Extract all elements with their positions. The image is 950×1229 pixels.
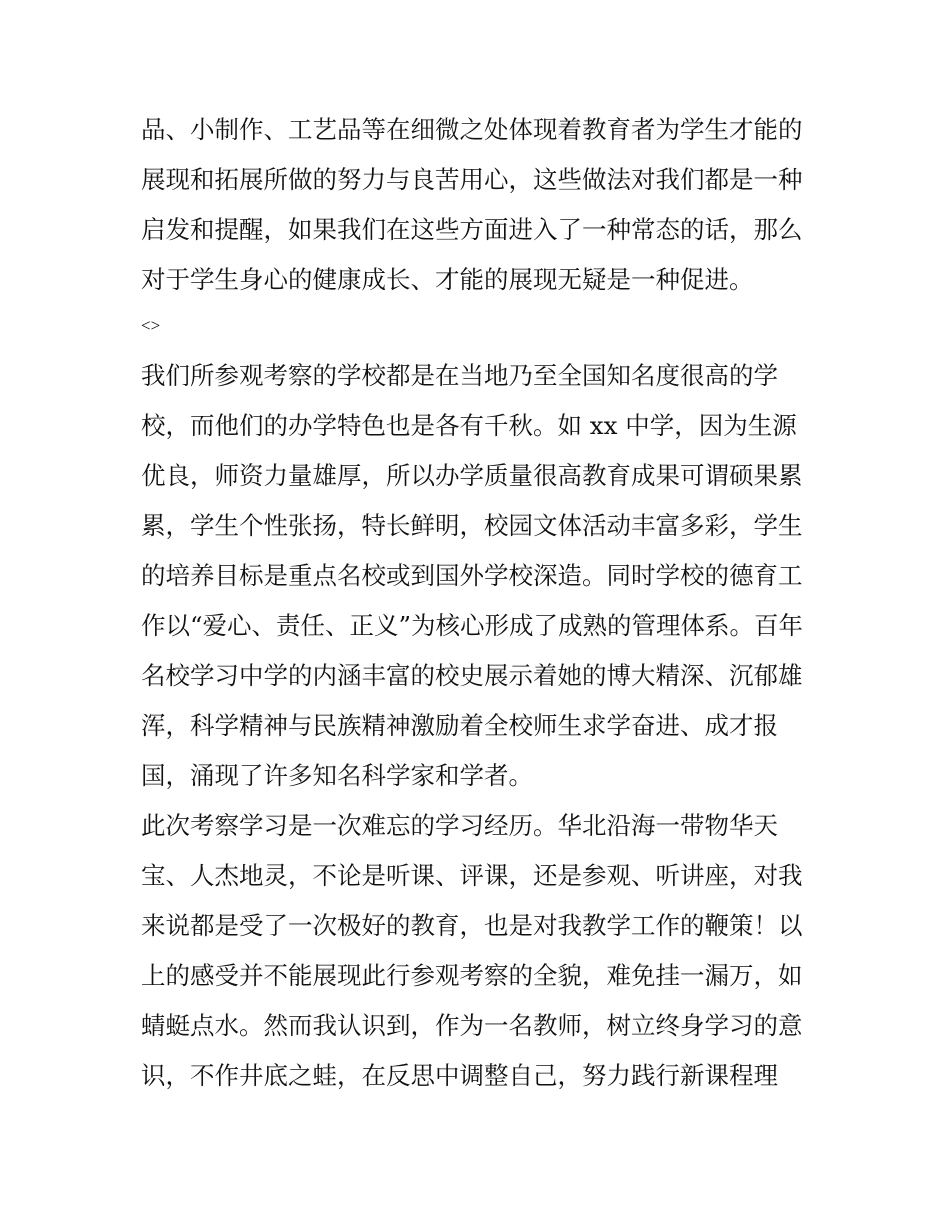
text-line: 优良，师资力量雄厚，所以办学质量很高教育成果可谓硕果累 xyxy=(141,461,803,490)
text-line: 浑，科学精神与民族精神激励着全校师生求学奋进、成才报 xyxy=(141,711,778,740)
text-line: 识，不作井底之蛙，在反思中调整自己，努力践行新课程理 xyxy=(141,1061,778,1090)
text-line: 蜻蜓点水。然而我认识到，作为一名教师，树立终身学习的意 xyxy=(141,1011,803,1040)
text-line: 品、小制作、工艺品等在细微之处体现着教育者为学生才能的 xyxy=(141,115,803,144)
text-line: 此次考察学习是一次难忘的学习经历。华北沿海一带物华天 xyxy=(141,811,778,840)
text-line: 展现和拓展所做的努力与良苦用心，这些做法对我们都是一种 xyxy=(141,165,803,194)
text-line: 作以“爱心、责任、正义”为核心形成了成熟的管理体系。百年 xyxy=(141,611,804,640)
text-line: 宝、人杰地灵，不论是听课、评课，还是参观、听讲座，对我 xyxy=(141,861,803,890)
text-line: 的培养目标是重点名校或到国外学校深造。同时学校的德育工 xyxy=(141,561,803,590)
text-line: 国，涌现了许多知名科学家和学者。 xyxy=(141,761,533,790)
text-line: 来说都是受了一次极好的教育，也是对我教学工作的鞭策！以 xyxy=(141,911,803,940)
text-line: 校，而他们的办学特色也是各有千秋。如 xx 中学，因为生源 xyxy=(141,411,797,440)
section-marker: <> xyxy=(141,316,161,335)
text-line: 累，学生个性张扬，特长鲜明，校园文体活动丰富多彩，学生 xyxy=(141,511,803,540)
text-line: 对于学生身心的健康成长、才能的展现无疑是一种促进。 xyxy=(141,265,754,294)
text-line: 我们所参观考察的学校都是在当地乃至全国知名度很高的学 xyxy=(141,361,778,390)
text-line: 名校学习中学的内涵丰富的校史展示着她的博大精深、沉郁雄 xyxy=(141,661,803,690)
text-line: 启发和提醒，如果我们在这些方面进入了一种常态的话，那么 xyxy=(141,215,803,244)
text-line: 上的感受并不能展现此行参观考察的全貌，难免挂一漏万，如 xyxy=(141,961,803,990)
